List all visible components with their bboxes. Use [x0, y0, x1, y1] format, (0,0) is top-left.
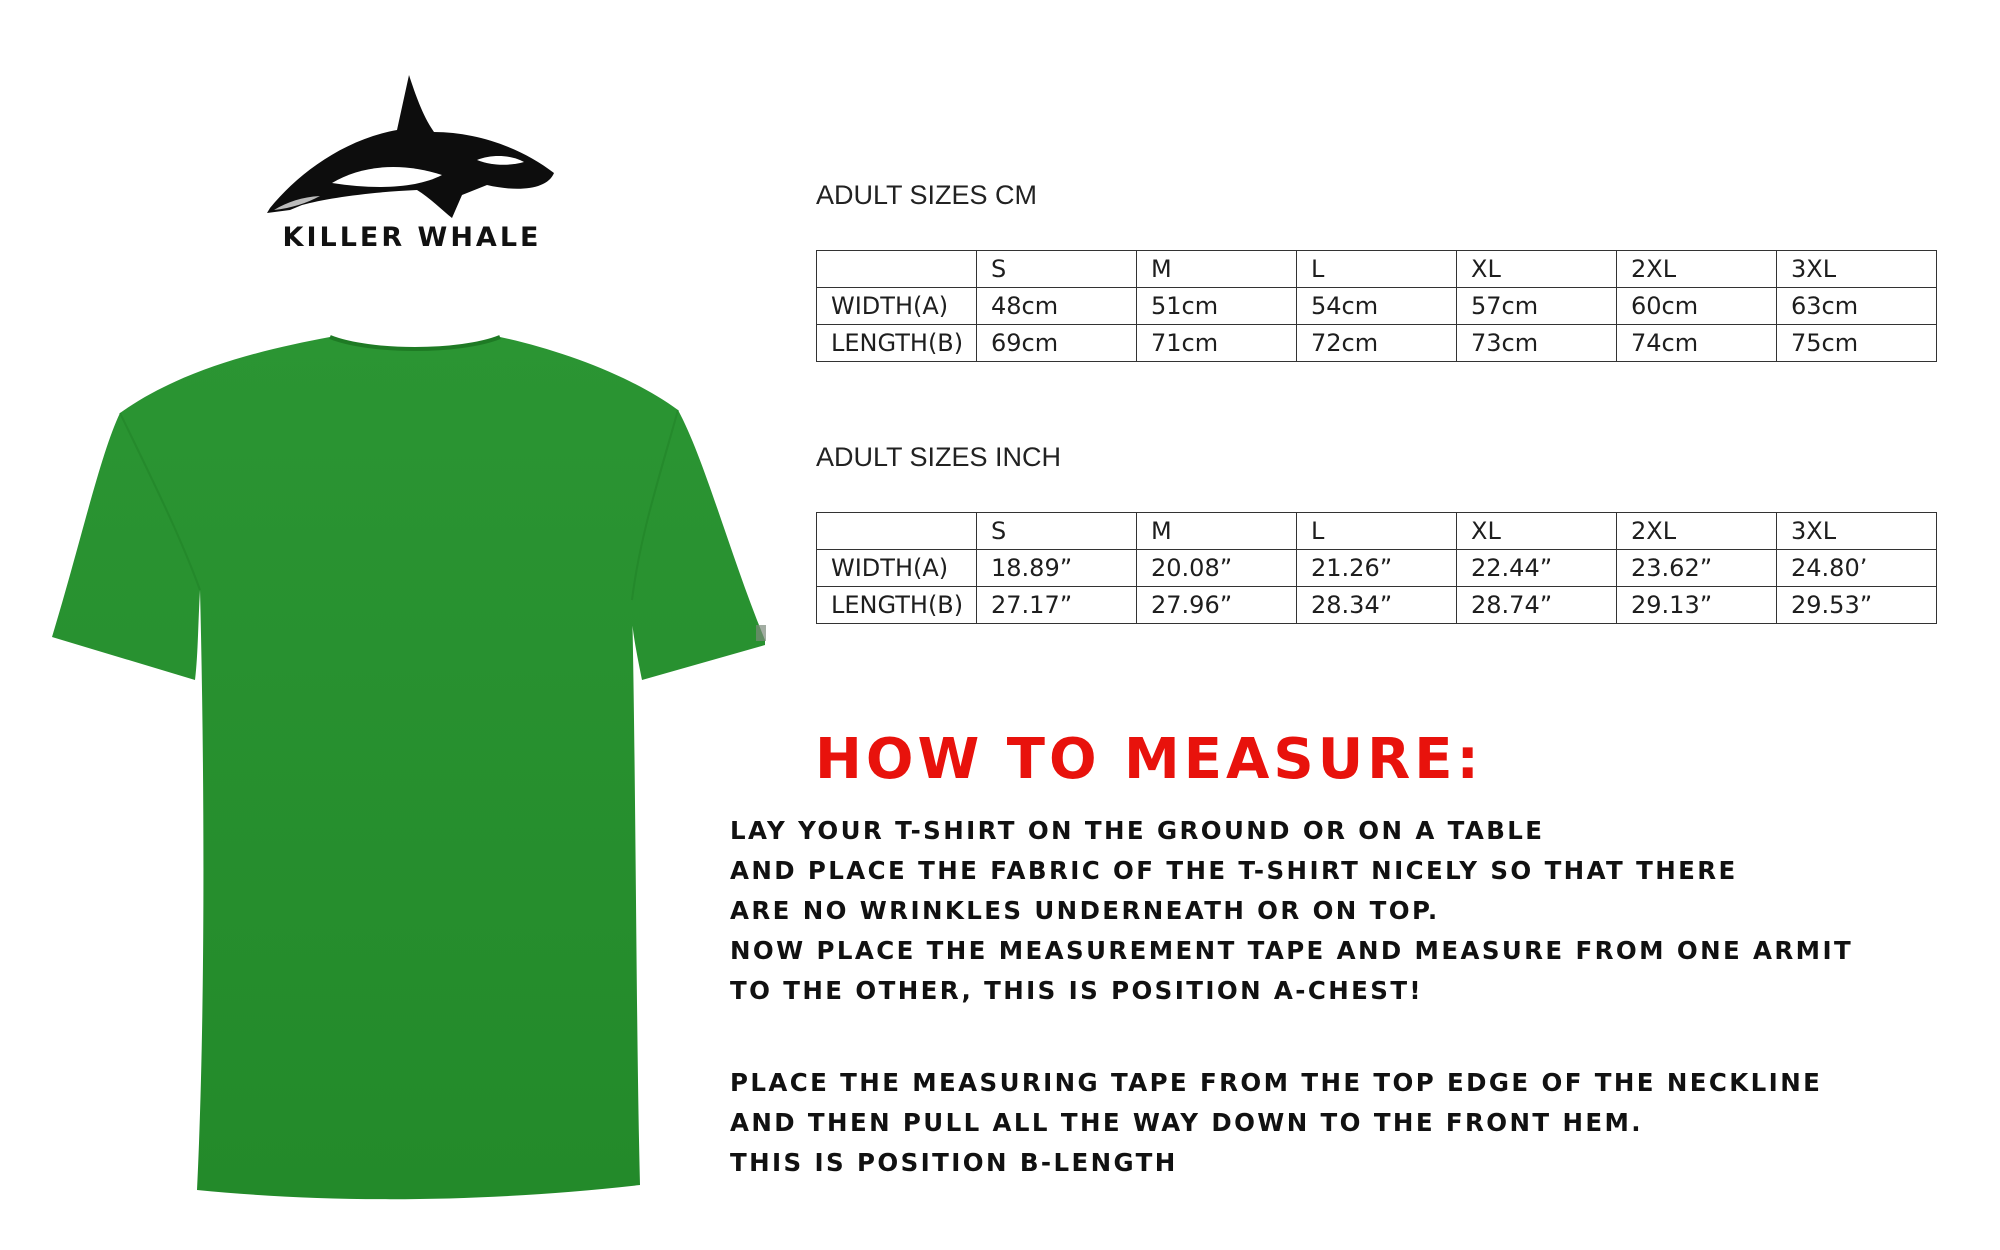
how-to-measure-title: HOW TO MEASURE:	[815, 727, 1483, 792]
table-cell	[817, 251, 977, 288]
size-table-cm	[816, 250, 1937, 362]
instruction-line: PLACE THE MEASURING TAPE FROM THE TOP EDGE OF THE NECKLINE	[730, 1068, 1823, 1097]
table-cell: L	[1297, 513, 1457, 550]
green-tshirt-image	[40, 325, 790, 1205]
table-cell: 22.44”	[1457, 550, 1617, 587]
instruction-line: ARE NO WRINKLES UNDERNEATH OR ON TOP.	[730, 896, 1440, 925]
table-cell: 72cm	[1297, 325, 1457, 362]
cm-table-title: ADULT SIZES CM	[816, 180, 1038, 210]
table-header-row	[817, 251, 1937, 288]
killer-whale-icon	[262, 70, 562, 220]
table-cell: 69cm	[977, 325, 1137, 362]
brand-logo	[262, 70, 562, 253]
table-cell: 48cm	[977, 288, 1137, 325]
table-cell: 23.62”	[1617, 550, 1777, 587]
table-cell: 51cm	[1137, 288, 1297, 325]
table-cell: LENGTH(B)	[817, 325, 977, 362]
table-cell	[817, 513, 977, 550]
table-cell: 20.08”	[1137, 550, 1297, 587]
table-cell: 28.34”	[1297, 587, 1457, 624]
inch-table-title: ADULT SIZES INCH	[816, 442, 1062, 472]
table-cell: 73cm	[1457, 325, 1617, 362]
table-cell: S	[977, 251, 1137, 288]
table-cell: XL	[1457, 251, 1617, 288]
table-row	[817, 288, 1937, 325]
table-row	[817, 550, 1937, 587]
table-cell: 63cm	[1777, 288, 1937, 325]
table-cell: 2XL	[1617, 251, 1777, 288]
instruction-line: TO THE OTHER, THIS IS POSITION A-CHEST!	[730, 976, 1424, 1005]
table-header-row	[817, 513, 1937, 550]
table-cell: XL	[1457, 513, 1617, 550]
table-cell: 57cm	[1457, 288, 1617, 325]
table-cell: 29.53”	[1777, 587, 1937, 624]
instructions-paragraph-1	[730, 811, 1853, 1011]
table-cell: WIDTH(A)	[817, 550, 977, 587]
table-cell: 21.26”	[1297, 550, 1457, 587]
brand-name: KILLER WHALE	[282, 222, 542, 253]
table-cell: 3XL	[1777, 251, 1937, 288]
table-row	[817, 325, 1937, 362]
table-cell: 27.17”	[977, 587, 1137, 624]
table-cell: S	[977, 513, 1137, 550]
table-cell: 75cm	[1777, 325, 1937, 362]
instructions-paragraph-2	[730, 1063, 1822, 1183]
table-cell: 28.74”	[1457, 587, 1617, 624]
table-cell: M	[1137, 513, 1297, 550]
table-cell: 71cm	[1137, 325, 1297, 362]
table-cell: 27.96”	[1137, 587, 1297, 624]
instruction-line: AND THEN PULL ALL THE WAY DOWN TO THE FRONT HEM.	[730, 1108, 1644, 1137]
table-cell: LENGTH(B)	[817, 587, 977, 624]
table-cell: WIDTH(A)	[817, 288, 977, 325]
table-cell: 29.13”	[1617, 587, 1777, 624]
instruction-line: THIS IS POSITION B-LENGTH	[730, 1148, 1178, 1177]
instruction-line: NOW PLACE THE MEASUREMENT TAPE AND MEASURE FROM ONE ARMIT	[730, 936, 1854, 965]
table-cell: 3XL	[1777, 513, 1937, 550]
table-cell: 74cm	[1617, 325, 1777, 362]
table-row	[817, 587, 1937, 624]
table-cell: M	[1137, 251, 1297, 288]
instruction-line: AND PLACE THE FABRIC OF THE T-SHIRT NICELY SO THAT THERE	[730, 856, 1738, 885]
table-cell: 18.89”	[977, 550, 1137, 587]
table-cell: 2XL	[1617, 513, 1777, 550]
table-cell: 54cm	[1297, 288, 1457, 325]
instruction-line: LAY YOUR T-SHIRT ON THE GROUND OR ON A TABLE	[730, 816, 1545, 845]
table-cell: 60cm	[1617, 288, 1777, 325]
size-table-inch	[816, 512, 1937, 624]
table-cell: 24.80’	[1777, 550, 1937, 587]
table-cell: L	[1297, 251, 1457, 288]
